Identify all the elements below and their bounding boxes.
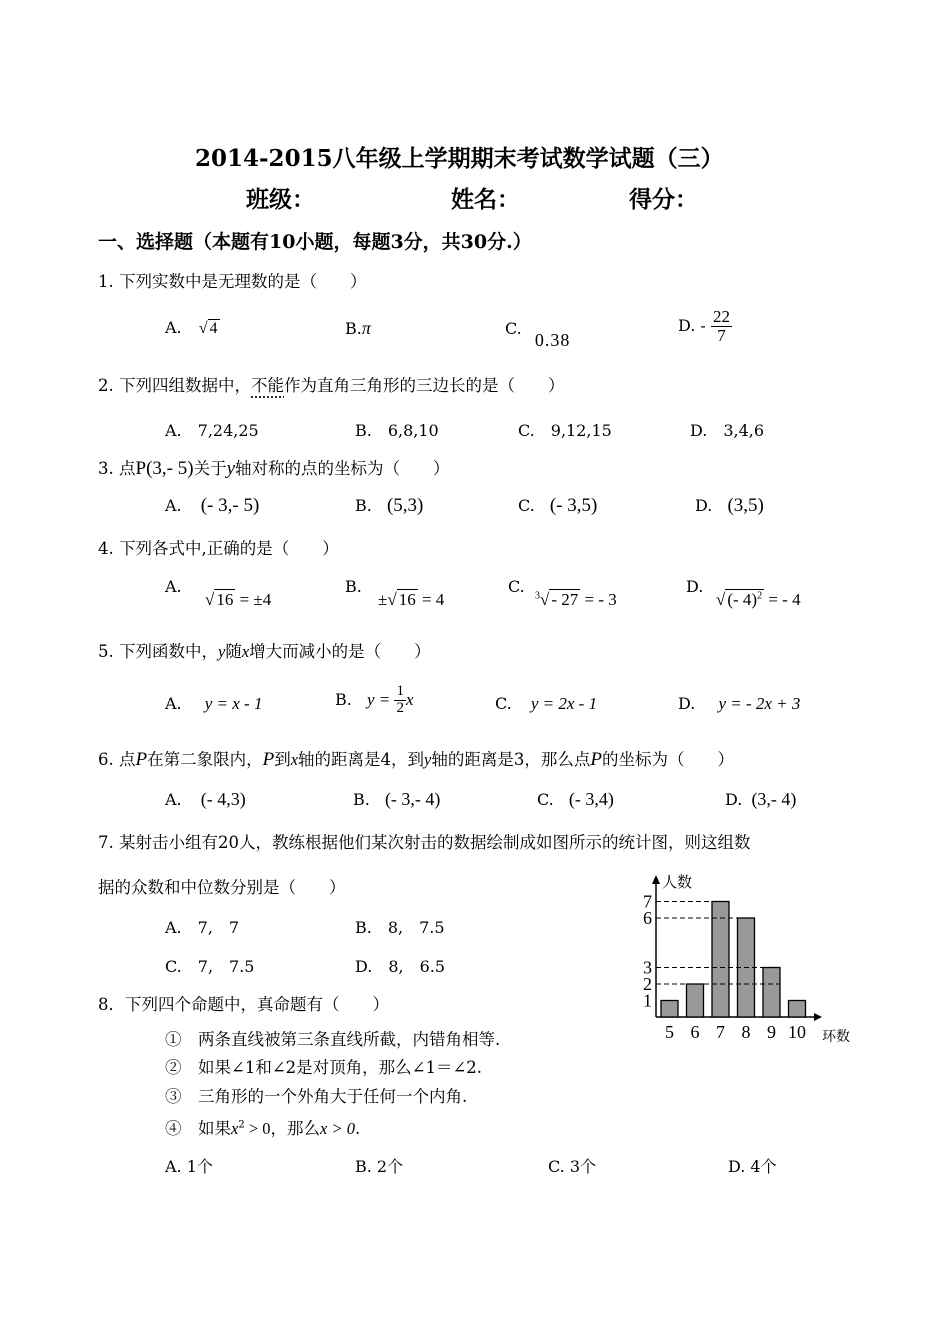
- q8-item-1: ① 两条直线被第三条直线所截，内错角相等.: [165, 1030, 501, 1049]
- q8-i4-x-gt: x > 0: [320, 1119, 355, 1138]
- bar-5: [661, 1001, 678, 1018]
- q4-c-index: 3: [535, 590, 540, 602]
- q8-stem: 8．下列四个命题中，真命题有（ ）: [98, 995, 389, 1014]
- q8-i4-b: ，那么: [270, 1119, 321, 1138]
- q6-stem-a: 6. 点: [98, 750, 136, 769]
- y-tick-1: 1: [643, 990, 652, 1011]
- q6-a-prefix: A.: [165, 790, 182, 809]
- x-tick-10: 10: [788, 1022, 806, 1042]
- q2-option-d: D. 3,4,6: [690, 421, 765, 440]
- section-title: 一、选择题（本题有10小题，每题3分，共30分.）: [98, 231, 532, 253]
- q5-y: y: [218, 642, 226, 661]
- q7-option-a: A. 7, 7: [165, 918, 240, 937]
- q2-stem: [98, 372, 565, 396]
- q4-stem: 4. 下列各式中,正确的是（ ）: [98, 539, 339, 558]
- q4-a-rest: = ±4: [235, 590, 272, 609]
- y-tick-7: 7: [643, 891, 652, 912]
- q8-i4-x: x: [231, 1119, 239, 1138]
- q5-a-value: y = x - 1: [204, 694, 263, 713]
- q8-i4-c: .: [354, 1119, 361, 1138]
- q1-stem: 1. 下列实数中是无理数的是（ ）: [98, 272, 367, 291]
- bar-6: [687, 984, 704, 1017]
- q5-stem: [98, 638, 431, 662]
- q8-item-4: [165, 1115, 360, 1139]
- q6-a-value: (- 4,3): [200, 789, 246, 809]
- x-tick-8: 8: [741, 1022, 751, 1042]
- q3-b-prefix: B.: [355, 496, 372, 515]
- q3-axis: y: [226, 458, 235, 479]
- q5-b-denominator: 2: [396, 699, 404, 716]
- q5-stem-c: 增大而减小的是（ ）: [249, 642, 431, 661]
- q3-b-value: (5,3): [386, 495, 424, 516]
- q6-p2: P: [262, 749, 275, 770]
- q4-option-b: ±√ 16 = 4: [378, 590, 445, 609]
- q3-option-a: [165, 495, 259, 517]
- name-label: 姓名：: [451, 186, 520, 213]
- y-tick-6: 6: [643, 908, 652, 928]
- q6-c-value: (- 3,4): [568, 789, 614, 809]
- q4-d-radicand: (- 4): [727, 590, 758, 609]
- q5-stem-a: 5. 下列函数中，: [98, 642, 218, 661]
- q6-option-d: [725, 789, 796, 810]
- q6-d-prefix: D.: [725, 790, 743, 809]
- q8-item-2: ② 如果∠1和∠2是对顶角，那么∠1＝∠2.: [165, 1058, 483, 1077]
- score-label: 得分：: [629, 186, 698, 213]
- q6-stem-d: 轴的距离是4，到: [298, 750, 425, 769]
- x-tick-5: 5: [665, 1022, 674, 1042]
- q6-stem-e: 轴的距离是3，那么点: [431, 750, 591, 769]
- q1-b-prefix: B.: [345, 319, 362, 338]
- q7-stem-line1: 7. 某射击小组有20人，教练根据他们某次射击的数据绘制成如图所示的统计图，则这组数: [98, 833, 751, 852]
- y-axis-arrow: [652, 875, 660, 884]
- q8-item-3: ③ 三角形的一个外角大于任何一个内角.: [165, 1087, 468, 1106]
- q4-c-rest: = - 3: [580, 590, 617, 609]
- q5-b-numerator: 1: [396, 683, 404, 699]
- q1-a-value: 4: [209, 320, 218, 337]
- q6-stem-c: 到: [274, 750, 291, 769]
- q6-y: y: [424, 750, 432, 769]
- bar-7: [712, 902, 729, 1018]
- q2-stem-a: 2. 下列四组数据中，: [98, 376, 251, 395]
- q8-option-a: A. 1个: [165, 1157, 213, 1176]
- y-axis-label: 人数: [662, 873, 693, 891]
- q3-option-c: [518, 495, 597, 517]
- x-tick-7: 7: [716, 1022, 725, 1042]
- class-label: 班级：: [246, 186, 315, 213]
- q1-option-d: [678, 308, 732, 345]
- q5-x: x: [241, 642, 250, 661]
- q4-b-radicand: 16: [398, 590, 416, 609]
- q8-i4-sup: 2: [238, 1119, 245, 1131]
- q3-stem: [98, 455, 450, 480]
- q1-c-prefix: C.: [505, 319, 522, 338]
- q4-c-radicand: - 27: [551, 590, 579, 609]
- y-tick-2: 2: [643, 974, 652, 994]
- q4-b-prefix: B.: [345, 577, 362, 596]
- q6-stem-b: 在第二象限内，: [147, 750, 263, 769]
- q5-c-value: y = 2x - 1: [530, 694, 598, 713]
- q1-d-denominator: 7: [717, 325, 726, 345]
- q7-stem-line2: 据的众数和中位数分别是（ ）: [98, 878, 346, 897]
- q3-point: P(3,- 5): [135, 458, 194, 479]
- q3-option-b: [355, 495, 423, 517]
- q4-d-rest: = - 4: [764, 590, 801, 609]
- q3-stem-a: 3. 点: [98, 459, 136, 478]
- bar-9: [763, 968, 780, 1018]
- q1-option-c: [505, 318, 571, 350]
- q6-option-b: [353, 789, 440, 810]
- q1-option-a: A. √ 4: [165, 318, 218, 337]
- q5-b-var: x: [405, 689, 414, 709]
- q5-option-a: [165, 694, 262, 714]
- q6-stem: [98, 746, 734, 771]
- q8-i4-gt: > 0: [244, 1119, 271, 1138]
- q8-option-d: D. 4个: [728, 1157, 777, 1176]
- q6-stem-f: 的坐标为（ ）: [601, 750, 734, 769]
- q3-a-value: (- 3,- 5): [200, 495, 260, 516]
- x-tick-6: 6: [690, 1022, 700, 1042]
- q1-b-value: π: [361, 318, 371, 338]
- q4-a-radicand: 16: [216, 590, 234, 609]
- q3-c-prefix: C.: [518, 496, 535, 515]
- q2-stem-b: 作为直角三角形的三边长的是（ ）: [284, 376, 565, 395]
- q5-stem-b: 随: [225, 642, 242, 661]
- q6-x: x: [290, 750, 299, 769]
- q3-c-value: (- 3,5): [549, 495, 598, 516]
- q2-option-c: C. 9,12,15: [518, 421, 612, 440]
- bar-10: [789, 1001, 806, 1018]
- q4-option-c: $^3$√ - 27 = - 3: [535, 590, 617, 609]
- q8-option-b: B. 2个: [355, 1157, 404, 1176]
- q2-stem-emphasis: 不能: [251, 376, 284, 395]
- q8-i4-a: ④ 如果: [165, 1119, 231, 1138]
- q7-option-c: C. 7, 7.5: [165, 957, 255, 976]
- q3-d-prefix: D.: [695, 496, 713, 515]
- q5-d-prefix: D.: [678, 694, 696, 713]
- q4-option-d: √ (- 4)$^2$ = - 4: [716, 590, 801, 609]
- q5-a-prefix: A.: [165, 694, 182, 713]
- q4-b-pre: ±: [378, 590, 388, 609]
- q5-c-prefix: C.: [495, 694, 512, 713]
- x-axis-label: 环数: [822, 1029, 850, 1045]
- shooting-bar-chart: [630, 865, 870, 1050]
- q5-option-d: [678, 694, 800, 714]
- q5-b-lhs: y =: [366, 689, 395, 709]
- page-title: 2014-2015八年级上学期期末考试数学试题（三）: [195, 145, 724, 172]
- q6-option-a: [165, 789, 246, 810]
- x-axis-arrow: [814, 1013, 822, 1021]
- q3-a-prefix: A.: [165, 496, 182, 515]
- q5-b-prefix: B.: [335, 689, 352, 709]
- q6-option-c: [537, 789, 614, 810]
- q5-d-value: y = - 2x + 3: [718, 694, 801, 713]
- q1-option-b: [345, 318, 371, 339]
- q8-option-c: C. 3个: [548, 1157, 597, 1176]
- q7-option-d: D. 8, 6.5: [355, 957, 446, 976]
- q1-d-numerator: 22: [712, 307, 730, 326]
- q1-a-prefix: A.: [165, 318, 182, 337]
- q4-option-a: √ 16 = ±4: [205, 590, 272, 609]
- q7-option-b: B. 8, 7.5: [355, 918, 445, 937]
- q4-d-prefix: D.: [686, 577, 704, 596]
- q6-c-prefix: C.: [537, 790, 554, 809]
- q6-b-value: (- 3,- 4): [384, 789, 441, 809]
- q6-p3: P: [590, 749, 602, 770]
- q5-option-b: [335, 684, 414, 717]
- q6-p1: P: [135, 749, 148, 770]
- q4-d-exponent: 2: [757, 590, 763, 602]
- q1-d-prefix: D. -: [678, 315, 706, 335]
- q4-a-prefix: A.: [165, 577, 182, 596]
- q2-option-b: B. 6,8,10: [355, 421, 439, 440]
- q4-c-prefix: C.: [508, 577, 525, 596]
- q3-d-value: (3,5): [727, 495, 764, 516]
- x-tick-9: 9: [767, 1022, 776, 1042]
- q3-option-d: [695, 495, 764, 517]
- q2-option-a: A. 7,24,25: [165, 421, 259, 440]
- q5-option-c: [495, 694, 597, 714]
- q4-b-rest: = 4: [417, 590, 445, 609]
- y-tick-3: 3: [643, 957, 652, 978]
- q3-stem-c: 轴对称的点的坐标为（ ）: [235, 459, 450, 478]
- q3-stem-b: 关于: [193, 459, 227, 478]
- q1-c-value: 0.38: [534, 330, 571, 350]
- q6-b-prefix: B.: [353, 790, 370, 809]
- q6-d-value: (3,- 4): [751, 789, 797, 809]
